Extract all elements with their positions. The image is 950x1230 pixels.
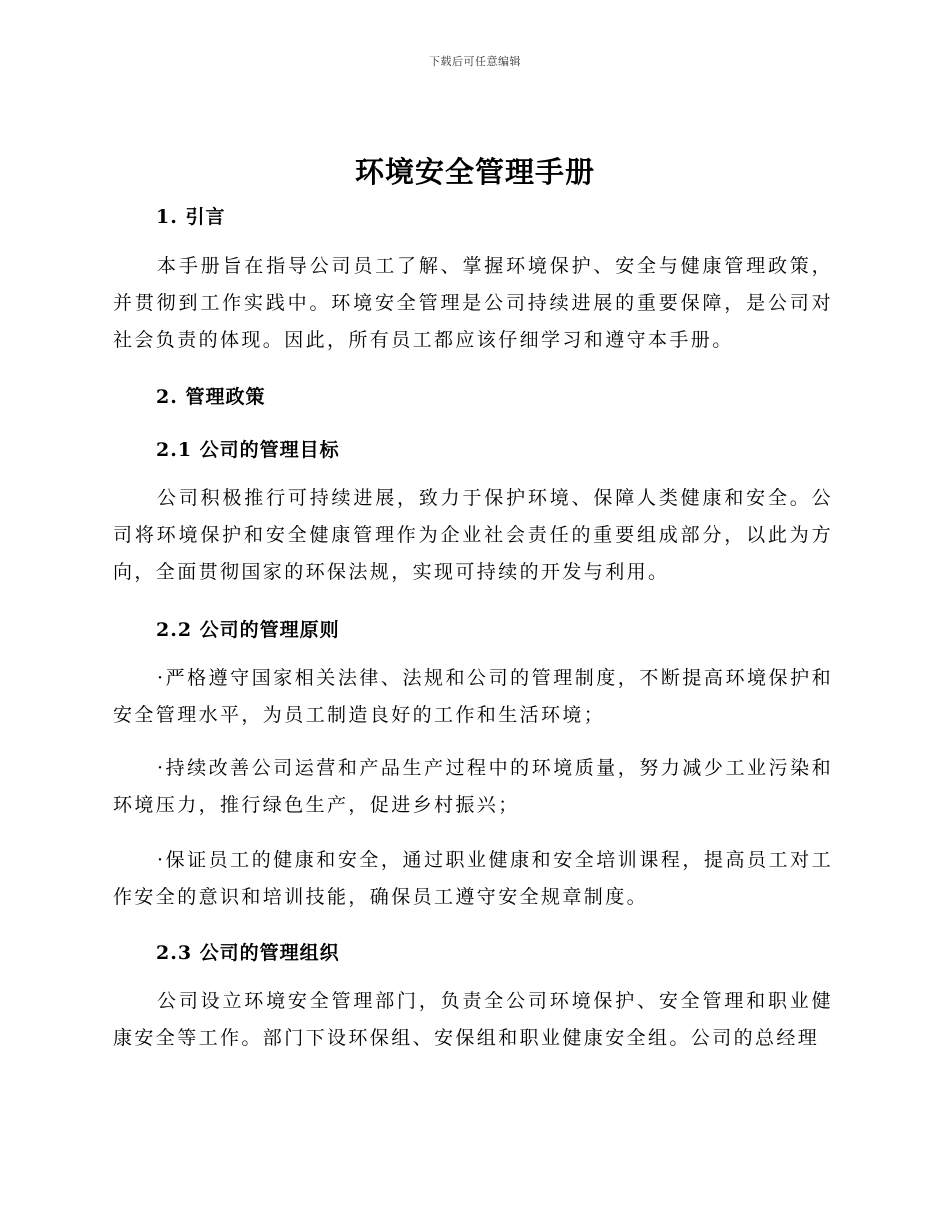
paragraph-management-organization: 公司设立环境安全管理部门，负责全公司环境保护、安全管理和职业健康安全等工作。部门下设环保组、安保组和职业健康安全组。公司的总经理 bbox=[113, 990, 833, 1049]
section-heading-management-principles: 2.2 公司的管理原则 bbox=[156, 619, 340, 641]
section-heading-management-organization: 2.3 公司的管理组织 bbox=[156, 942, 340, 964]
section-heading-introduction: 1. 引言 bbox=[156, 206, 226, 228]
header-note: 下载后可任意编辑 bbox=[429, 55, 521, 68]
section-heading-management-policy: 2. 管理政策 bbox=[156, 386, 266, 408]
section-heading-management-goals: 2.1 公司的管理目标 bbox=[156, 439, 340, 461]
list-item-principle-1: ·严格遵守国家相关法律、法规和公司的管理制度，不断提高环境保护和安全管理水平，为员工制造良好的工作和生活环境； bbox=[113, 667, 833, 726]
list-item-principle-2: ·持续改善公司运营和产品生产过程中的环境质量，努力减少工业污染和环境压力，推行绿色生产，促进乡村振兴； bbox=[113, 757, 833, 816]
paragraph-introduction: 本手册旨在指导公司员工了解、掌握环境保护、安全与健康管理政策，并贯彻到工作实践中。环境安全管理是公司持续进展的重要保障，是公司对社会负责的体现。因此，所有员工都应该仔细学习和遵守本手册。 bbox=[113, 255, 833, 351]
list-item-principle-3: ·保证员工的健康和安全，通过职业健康和安全培训课程，提高员工对工作安全的意识和培训技能，确保员工遵守安全规章制度。 bbox=[113, 849, 833, 908]
document-title: 环境安全管理手册 bbox=[354, 155, 595, 189]
paragraph-management-goals: 公司积极推行可持续进展，致力于保护环境、保障人类健康和安全。公司将环境保护和安全健康管理作为企业社会责任的重要组成部分，以此为方向，全面贯彻国家的环保法规，实现可持续的开发与利用。 bbox=[113, 487, 833, 583]
